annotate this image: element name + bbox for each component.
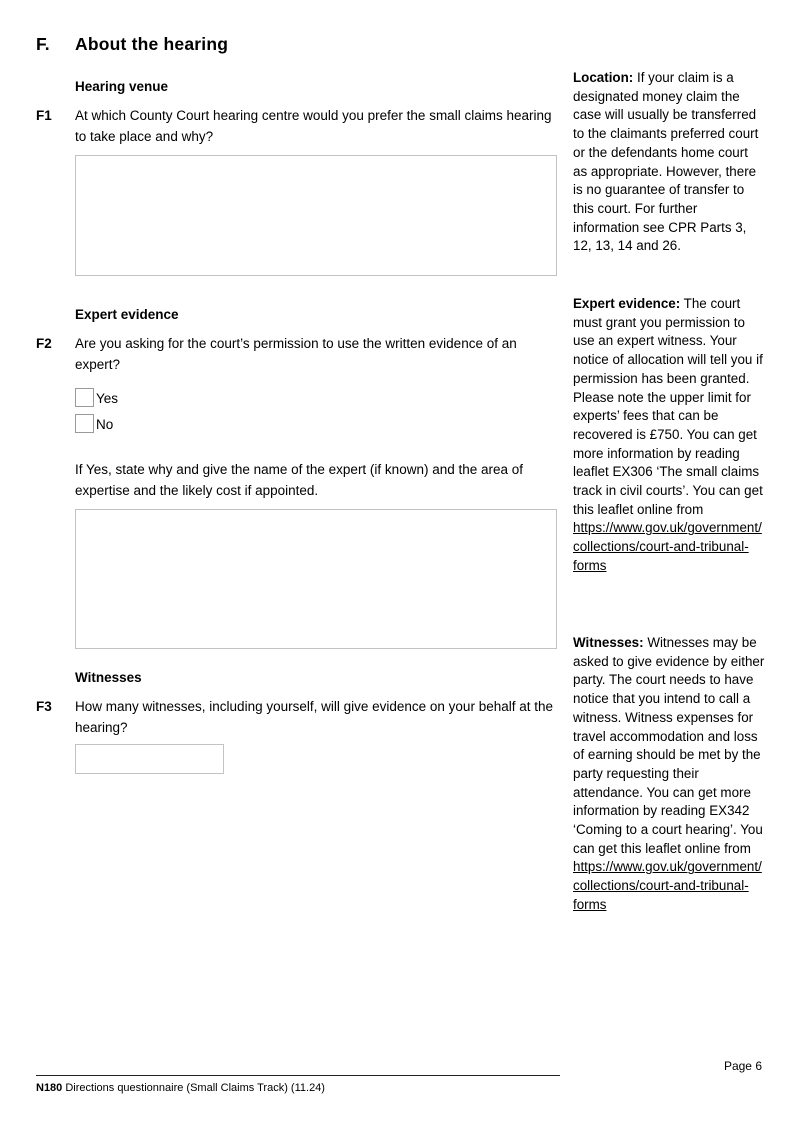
question-f2-text: Are you asking for the court’s permission to use the written evidence of an expert? bbox=[75, 336, 517, 372]
question-f2-number: F2 bbox=[36, 336, 52, 351]
expert-note-text: The court must grant you permission to use an expert witness. Your notice of allocation will tell you if permission has been granted. Please note the upper limit for experts’ fees that can be recovered is £750. You can get more information by reading leaflet EX306 ‘The small claims track in civil courts’. You can get this leaflet online from bbox=[573, 296, 763, 517]
question-f3-number: F3 bbox=[36, 699, 52, 714]
location-note-label: Location: bbox=[573, 70, 634, 85]
section-letter: F. bbox=[36, 34, 50, 54]
page-number: Page 6 bbox=[723, 1059, 762, 1073]
f2-option-yes[interactable] bbox=[75, 388, 557, 407]
footer-form-code: N180 bbox=[36, 1082, 63, 1094]
question-f3 bbox=[36, 696, 557, 774]
expert-note-label: Expert evidence: bbox=[573, 296, 681, 311]
question-f1-text: At which County Court hearing centre would you prefer the small claims hearing to take place and why? bbox=[75, 108, 552, 144]
witnesses-note-govuk-link[interactable]: https://www.gov.uk/government/collections/court-and-tribunal-forms bbox=[573, 859, 762, 912]
footer-divider bbox=[36, 1075, 560, 1076]
expert-note-govuk-link[interactable]: https://www.gov.uk/government/collections/court-and-tribunal-forms bbox=[573, 520, 762, 573]
witnesses-note bbox=[573, 634, 765, 915]
f2-followup-text: If Yes, state why and give the name of the expert (if known) and the area of expertise and the likely cost if appointed. bbox=[75, 462, 524, 498]
yes-checkbox[interactable] bbox=[75, 388, 94, 407]
question-f3-text: How many witnesses, including yourself, will give evidence on your behalf at the hearing? bbox=[75, 699, 553, 735]
footer-form-title: Directions questionnaire (Small Claims Track) (11.24) bbox=[65, 1082, 325, 1094]
question-f1 bbox=[36, 105, 557, 276]
f2-answer-textarea[interactable] bbox=[75, 509, 557, 649]
footer-form-id bbox=[36, 1081, 325, 1095]
f3-witness-count-input[interactable] bbox=[75, 744, 224, 774]
f1-answer-textarea[interactable] bbox=[75, 155, 557, 276]
yes-label: Yes bbox=[96, 391, 119, 406]
witnesses-note-text: Witnesses may be asked to give evidence by either party. The court needs to have notice that you intend to call a witness. Witness expenses for travel accommodation and loss of earning should be met by the party requesting their attendance. You can get more information by reading EX342 ‘Coming to a court hearing’. You can get this leaflet online from bbox=[573, 635, 765, 856]
location-note bbox=[573, 69, 765, 256]
location-note-text: If your claim is a designated money claim the case will usually be transferred to the claimants preferred court or the defendants home court as appropriate. However, there is no guarantee of transfer to this court. For further information see CPR Parts 3, 12, 13, 14 and 26. bbox=[573, 70, 759, 254]
expert-evidence-note bbox=[573, 295, 765, 576]
no-label: No bbox=[96, 417, 114, 432]
hearing-venue-section bbox=[36, 56, 557, 105]
question-f1-number: F1 bbox=[36, 108, 52, 123]
hearing-venue-heading: Hearing venue bbox=[75, 79, 169, 94]
no-checkbox[interactable] bbox=[75, 414, 94, 433]
expert-evidence-section bbox=[36, 306, 557, 333]
main-column bbox=[36, 32, 557, 774]
page-title: About the hearing bbox=[75, 34, 229, 54]
section-header bbox=[36, 32, 557, 56]
f2-option-no[interactable] bbox=[75, 414, 557, 433]
f2-options bbox=[75, 388, 557, 433]
expert-evidence-heading: Expert evidence bbox=[75, 307, 179, 322]
witnesses-note-label: Witnesses: bbox=[573, 635, 644, 650]
witnesses-heading: Witnesses bbox=[75, 670, 142, 685]
witnesses-section bbox=[36, 649, 557, 696]
question-f2 bbox=[36, 333, 557, 649]
